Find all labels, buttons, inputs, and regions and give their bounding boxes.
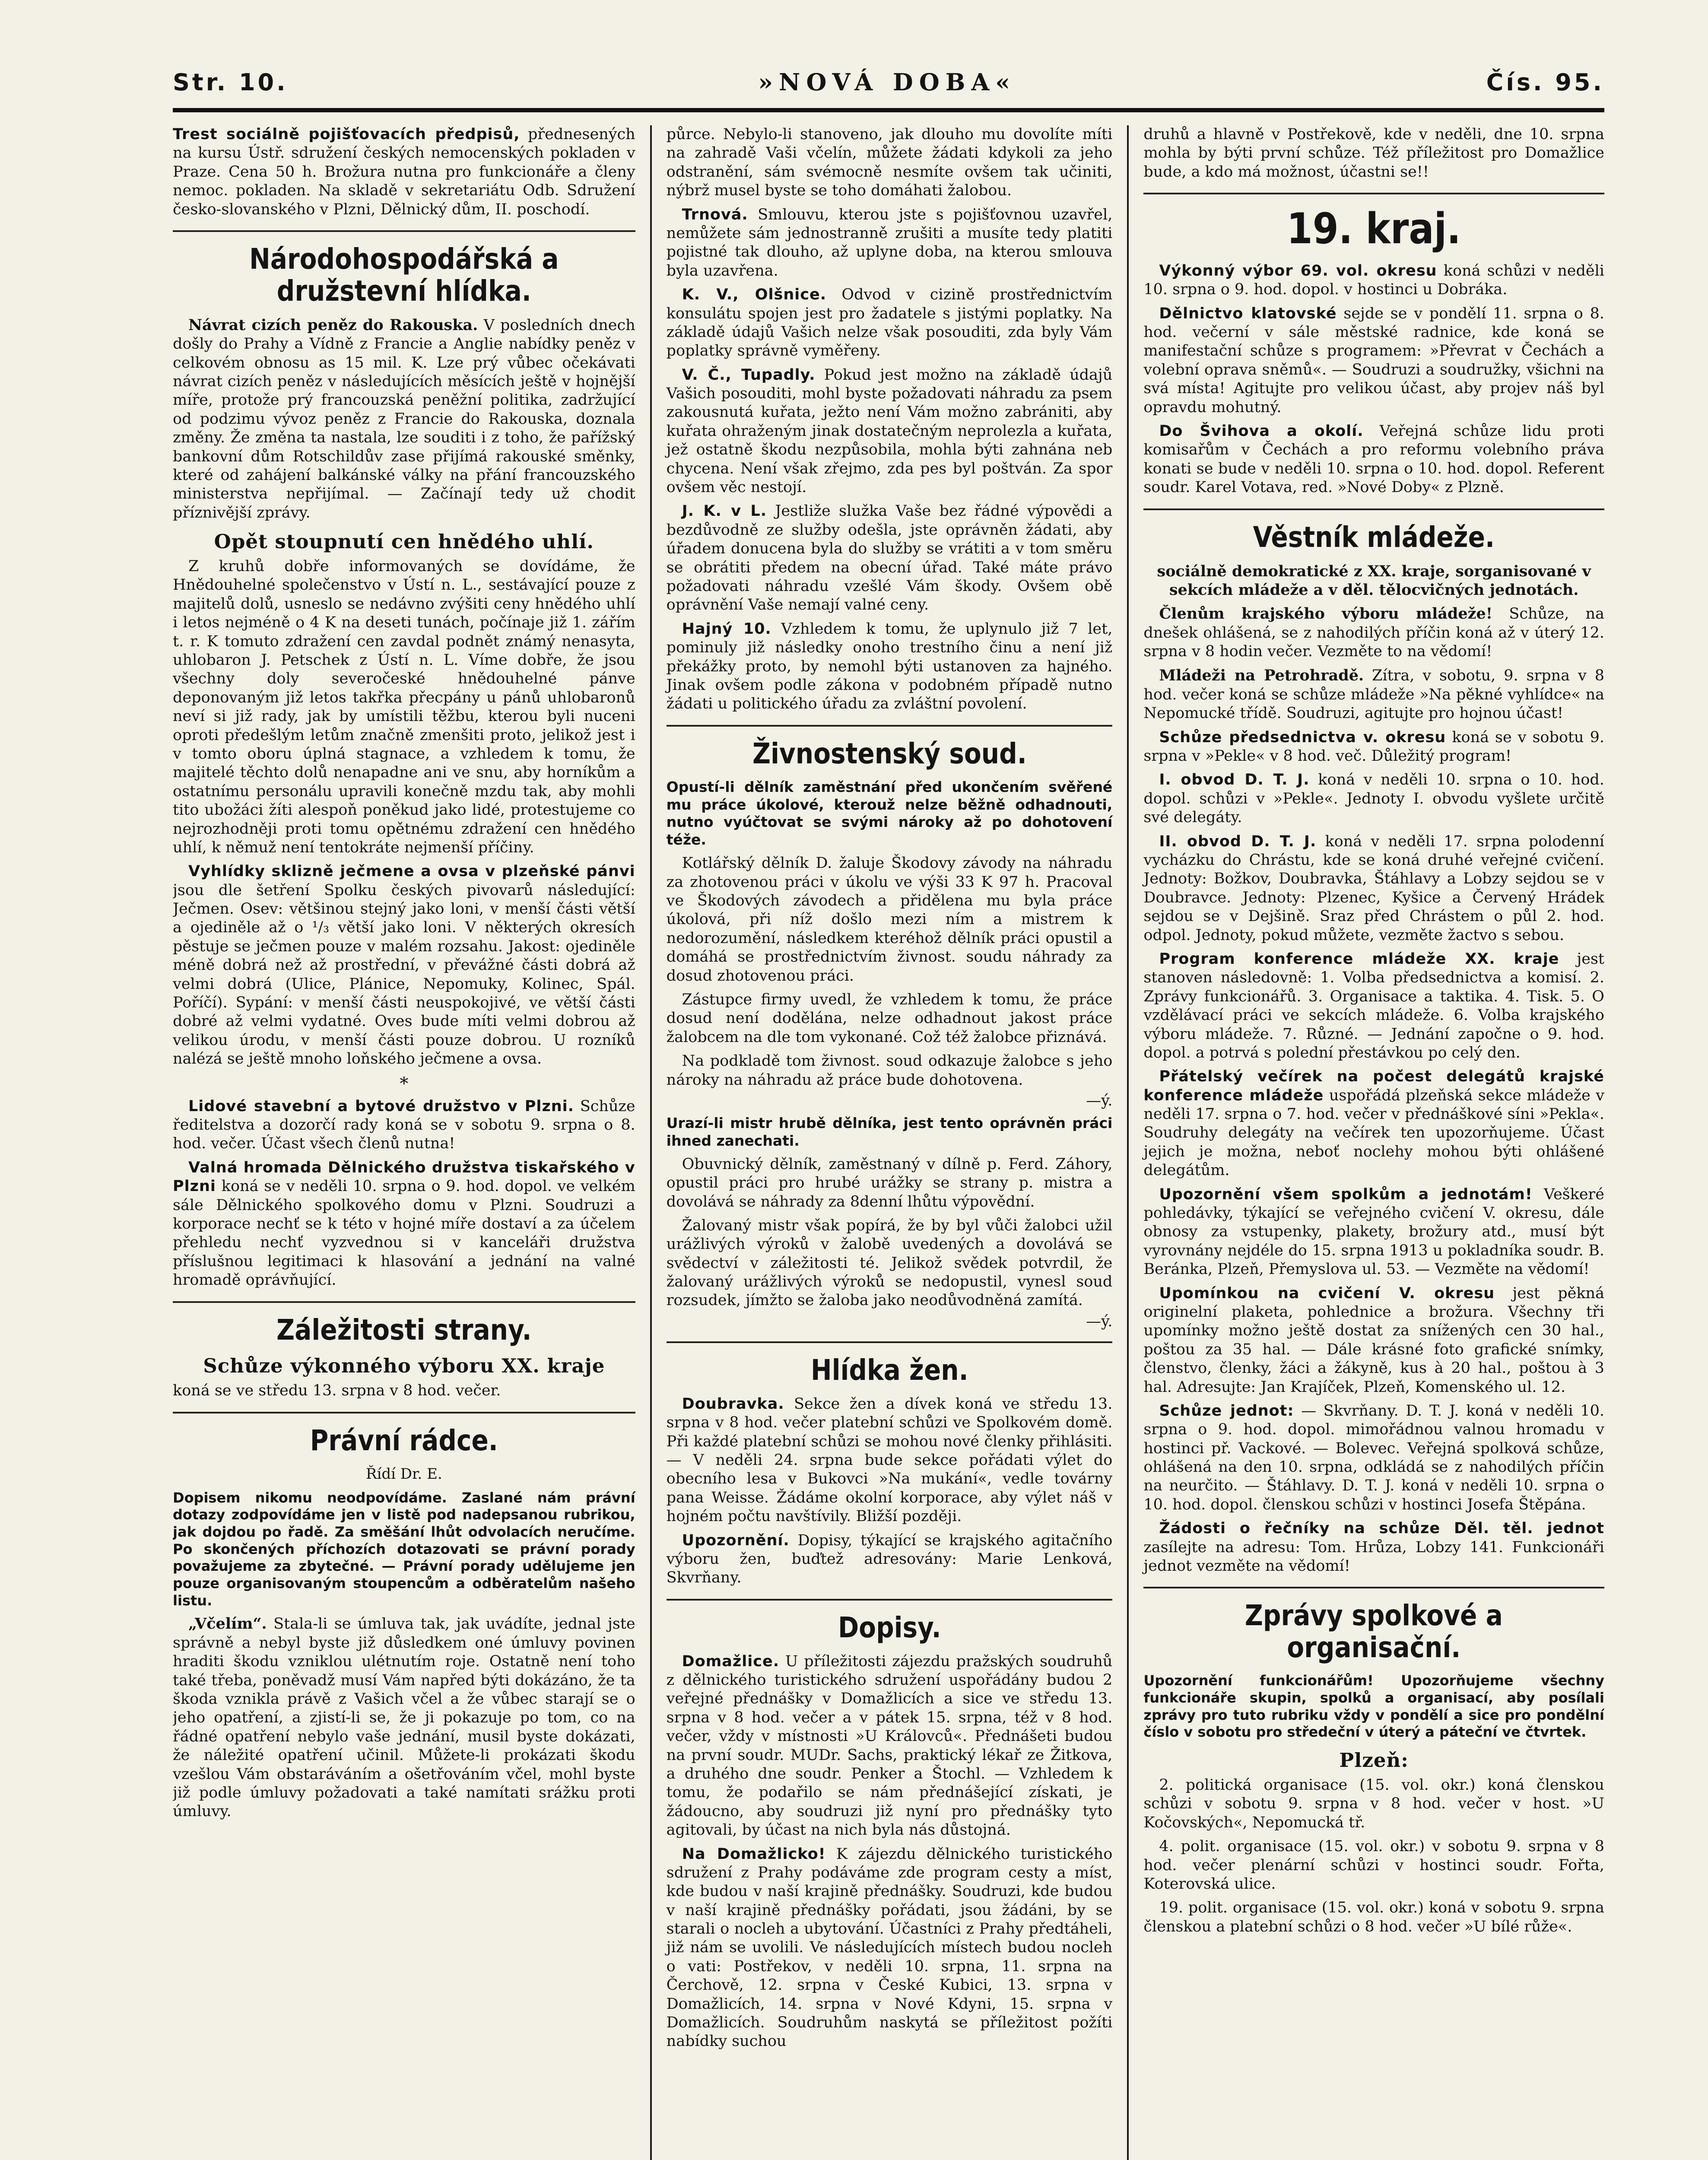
schuze-text: koná se ve středu 13. srpna v 8 hod. večer. <box>173 1382 501 1400</box>
letter-na-domazlicko-text: K zájezdu dělnického turistického sdružení z Prahy podáváme zde program cesty a míst, kde budou v naší krajině přednášky. Soudruzi, kde budou v naší krajině přednášky pořádati, jsou žádáni, by se starali o nocleh a ubytování. Účastníci z Prahy předtáheli, již nám se uvolili. Ve následujících místech budou nocleh o vati: Postřekov, v neděli 10. srpna, 11. srpna na Čerchově, 12. srpna v České Kubici, 13. srpna v Domažlicích, 14. srpna v Nové Kdyni, 15. srpna v Domažlicích. Soudruhům naskytá se příležitost požíti nabídky suchou <box>666 1845 1113 2050</box>
notice-doubravka-text: Sekce žen a dívek koná ve středu 13. srpna v 8 hod. večer platební schůzi ve Spolkovém domě. Při každé platební schůzi se mohou nové členky přihlásiti. — V neděli 24. srpna bude sekce pořádati výlet do obecního lesa v Bukovci »Na mukání«, vedle továrny pana Weisse. Žádáme okolní korporace, aby výlet náš v hojném počtu navštívily. Bližší později. <box>666 1395 1113 1525</box>
subheading-plzen: Plzeň: <box>1339 1748 1409 1772</box>
notice-obvod-2-lead: II. obvod D. T. J. <box>1159 832 1317 850</box>
notice-upominky-lead: Upomínkou na cvičení V. okresu <box>1159 1284 1495 1302</box>
section-heading-vestnik: Věstník mládeže. <box>1253 520 1495 554</box>
notice-upozorneni-lead: Upozornění. <box>682 1531 790 1549</box>
notice-petrohrad-lead: Mládeži na Petrohradě. <box>1159 667 1364 685</box>
notice-clenum <box>1143 604 1604 661</box>
notice-predsednictvo-lead: Schůze předsednictva v. okresu <box>1159 728 1446 746</box>
divider <box>1143 193 1604 194</box>
answer-trnova-text: Smlouvu, kterou jste s pojišťovnou uzavřel, nemůžete sám jednostranně zrušiti a musíte tedy platiti pojistné tak dlouho, až uplyne doba, na kterou smlouva byla uzavřena. <box>666 206 1113 280</box>
case-2-text-a: Obuvnický dělník, zaměstnaný v dílně p. Ferd. Záhory, opustil práci pro hrubé urážky se strany p. mistra a dovolává se náhrady za 8denní lhůtu výpovědní. <box>666 1155 1113 1210</box>
case-2-text-b: Žalovaný mistr však popírá, že by byl vůči žalobci užil urážlivých výroků v žalobě uvedených a dovolává se svědectví v záležitosti té. Jelikož svědek potvrdil, že žalovaný urážlivých výroků se nedopustil, vynesl soud rozsudek, jímžto se žaloba jako neodůvodněná zamítá. <box>666 1217 1113 1309</box>
answer-jk-lead: J. K. v L. <box>682 502 767 520</box>
case-1-text-c: Na podkladě tom živnost. soud odkazuje žalobce s jeho nároky na náhradu až práce bude dohotovena. <box>666 1052 1113 1089</box>
notice-klatovy-text: sejde se v pondělí 11. srpna o 8. hod. večerní v sále městské radnice, kde koná se manifestační schůze s programem: »Převrat v Čechách a volební oprava sněmů«. — Soudruzi a soudružky, všichni na svá místa! Agitujte pro velikou účast, aby projev náš byl opravdu mohutný. <box>1143 305 1604 416</box>
answer-hajny-text: Vzhledem k tomu, že uplynulo již 7 let, pominuly již následky onoho trestního činu a není již překážky proto, by nemohl býti ustanoven za hajného. Jinak ovšem podle zákona v podobném případě nutno žádati u politického úřadu za zvláštní povolení. <box>666 620 1113 713</box>
header-rule <box>173 108 1604 112</box>
columns <box>173 125 1604 2160</box>
signature: —ý. <box>1086 1312 1113 1330</box>
section-heading-zivnostensky: Živnostenský soud. <box>752 737 1027 770</box>
notice-vykonny-lead: Výkonný výbor 69. vol. okresu <box>1159 262 1437 280</box>
section-heading-dopisy: Dopisy. <box>838 1610 941 1644</box>
notice-petrohrad <box>1143 666 1604 723</box>
divider <box>173 1412 635 1414</box>
notice-petrohrad-text: Zítra, v sobotu, 9. srpna v 8 hod. večer koná se schůze mládeže »Na pěkné vyhlídce« na Nepomucké třídě. Soudruzi, agitujte pro hojnou účast! <box>1143 667 1604 722</box>
letter-domazlice-text: U příležitosti zájezdu pražských soudruhů z dělnického turistického sdružení uspořádány budou 2 veřejné přednášky v Domažlicích a sice ve středu 13. srpna v 8 hod. večer a v pátek 15. srpna, též v 8 hod. večer, vždy v místnosti »U Královců«. Přednášeti budou na první soudr. MUDr. Sachs, praktický lékař ze Žitkova, a druhého dne soudr. Penker a Štochl. — Vzhledem k tomu, že podařilo se nám přednášející získati, je žádoucno, aby soudruzi již nyní pro přednášky tyto agitovali, by účast na nich byla nás důstojná. <box>666 1652 1113 1839</box>
notice-klatovy-lead: Dělnictvo klatovské <box>1159 305 1337 322</box>
divider <box>173 1301 635 1303</box>
answer-jk <box>667 502 1113 614</box>
answer-vcelim-text: Stala-li se úmluva tak, jak uvádíte, jednal jste správně a nebyl byste již důsledkem oné úmluvy povinen hraditi škodu vzniklou ulétnutím roje. Ostatně není toho také třeba, poněvadž musí Vám napřed býti dokázáno, že ta škoda vznikla právě z Vašich včel a že vůbec starají se o jeho opatření, a zjistí-li se, že ji pokazuje po tom, co na řádné opatření nebylo vaše jednání, musil byste dokázati, že náležité opatření učinil. Můžete-li prokázati škodu vzešlou Vám obstaráváním a ošetřováním včel, mohl byste již podle úmluvy požadovati a také namítati srážku proti úmluvy. <box>173 1615 635 1820</box>
notice-svihov <box>1143 422 1604 497</box>
schuze-heading: Schůze výkonného výboru XX. kraje <box>203 1354 605 1378</box>
answer-kv-text: Odvod v cizině prostřednictvím konsulátu spojen jest pro žadatele s jistými poplatky. Na základě údajů Vašich nelze však posouditi, zda byly Vám poplatky správně vyměřeny. <box>666 286 1113 360</box>
answer-hajny-lead: Hajný 10. <box>682 620 771 638</box>
notice-vykonny <box>1143 262 1604 299</box>
divider <box>667 1341 1113 1343</box>
notice-lidove-text: Schůze ředitelstva a dozorčí rady koná se v sobotu 9. srpna o 8. hod. večer. Účast všech členů nutna! <box>173 1097 635 1153</box>
answer-vc-text: Pokud jest možno na základě údajů Vašich posouditi, mohl byste požadovati náhradu za psem zakousnutá kuřata, ježto není Vám možno zabrániti, aby kuřata ohraženým jinak dostatečným neprolezla a kuřata, jež ostatně škodu nezpůsobila, mohla býti zahnána neb chycena. Není však zřejmo, zda pes byl poštván. Za spor ovšem věc nestojí. <box>666 366 1113 496</box>
notice-trest-lead: Trest sociálně pojišťovacích předpisů, <box>173 126 520 143</box>
notice-obvod-1-lead: I. obvod D. T. J. <box>1159 771 1310 789</box>
notice-vecirek-lead: Přátelský večírek na počest delegátů krajské konference mládeže <box>1143 1068 1604 1104</box>
notice-org-2: 2. politická organisace (15. vol. okr.) koná členskou schůzi v sobotu 9. srpna v 8 hod. večer v host. »U Kočovských«, Nepomucká tř. <box>1143 1776 1604 1831</box>
answer-hajny <box>667 620 1113 714</box>
answer-continued: půrce. Nebylo-li stanoveno, jak dlouho mu dovolíte míti na zahradě Vaši včelín, můžete žádati kdykoli za jeho odstranění, sám svémocně nesmíte ovšem tak učiniti, nýbrž musel byste se toho domáhati žalobou. <box>666 126 1113 200</box>
divider <box>667 725 1113 727</box>
letter-domazlice-lead: Domažlice. <box>682 1652 779 1670</box>
notice-org-19: 19. polit. organisace (15. vol. okr.) koná v sobotu 9. srpna členskou a platební schůzi o 8 hod. večer »U bílé růže«. <box>1143 1899 1604 1935</box>
answer-vcelim <box>173 1614 635 1821</box>
zpravy-intro: Upozornění funkcionářům! Upozorňujeme všechny funkcionáře skupin, spolků a organisací, aby posílali zprávy pro tuto rubriku vždy v pondělí a sice pro pondělní číslo v sobotu pro středeční v úterý a páteční ve čtvrtek. <box>1143 1672 1604 1741</box>
article-uhli-text: Z kruhů dobře informovaných se dovídáme, že Hnědouhelné společenstvo v Ústí n. L., sestávající pouze z majitelů dolů, usneslo se nedávno zvýšiti ceny hnědého uhlí i letos nejméně o 4 K na deseti tunách, počínaje již 1. zářím t. r. K tomuto zdražení cen zavdal podnět známý nenasyta, uhlobaron J. Petschek z Ústí n. L. Víme dobře, že jsou všechny doly severočeské hnědouhelné pánve deponovaným již letos takřka přecpány u pánů uhlobaronů neví si již rady, jak by umístili těžbu, kterou byli nuceni oproti předešlým letům značně zmenšiti proto, jelikož jest i v tomto oboru úplná stagnace, a vzhledem k tomu, že majitelé těchto dolů nenapadne ani ve snu, aby horníkům a ostatnímu personálu upravili konečně mzdu tak, aby mohli tito ubožáci žíti alespoň poněkud jako lidé, protestujeme co nejrozhodněji proti tomu opětnému zdražení cen hnědého uhlí, k němuž není tentokráte nejmenší příčiny. <box>173 558 635 856</box>
answer-trnova <box>667 206 1113 281</box>
article-jecmen <box>173 862 635 1068</box>
notice-trest <box>173 125 635 219</box>
notice-valna-lead: Valná hromada Dělnického družstva tiskařského v Plzni <box>173 1159 635 1195</box>
notice-upozorneni-spolkum-text: Veškeré pohledávky, týkající se veřejného cvičení V. okresu, dále obnosy za vstupenky, plakety, brožury atd., musí být vyrovnány nejdéle do 15. srpna 1913 u pokladníka soudr. B. Beránka, Plzeň, Přemyslova ul. 53. — Vezměte na vědomí! <box>1143 1185 1604 1278</box>
notice-doubravka-lead: Doubravka. <box>682 1395 784 1413</box>
notice-predsednictvo <box>1143 728 1604 766</box>
notice-valna-text: koná se v neděli 10. srpna o 9. hod. dopol. ve velkém sále Dělnického spolkového domu v Plzni. Soudruzi a korporace nechť se k této v hojné míře dostaví a za účelem přehledu nechť vyzvednou si v kanceláři družstva příslušnou legitimaci k hlasování a jednání na valné hromadě oprávňující. <box>173 1178 635 1289</box>
section-heading-zen: Hlídka žen. <box>810 1353 968 1387</box>
notice-klatovy <box>1143 305 1604 417</box>
newspaper-title: »NOVÁ DOBA« <box>758 68 1016 96</box>
notice-obvod-2-text: koná v neděli 17. srpna polodenní vycházku do Chrástu, kde se koná druhé veřejné cvičení. Jednoty: Božkov, Doubravka, Štáhlavy a Lobzy sejdou se v Doubravce. Jednoty: Plzenec, Kyšice a Červený Hrádek sejdou se v Dejšině. Sraz před Chrástem o půl 2. hod. odpol. Jednoty, pokud můžete, vezměte žactvo s sebou. <box>1143 832 1604 944</box>
section-heading-19-kraj: 19. kraj. <box>1287 204 1461 254</box>
notice-obvod-1-text: koná v neděli 10. srpna o 10. hod. dopol. schůzi v »Pekle«. Jednoty I. obvodu vyšlete určitě své delegáty. <box>1143 771 1604 826</box>
section-heading-zalezitosti: Záležitosti strany. <box>276 1313 532 1347</box>
notice-lidove <box>173 1097 635 1153</box>
notice-program-lead: Program konference mládeže XX. kraje <box>1159 950 1559 968</box>
column-1 <box>173 125 650 2160</box>
divider <box>1143 1587 1604 1588</box>
notice-upozorneni-spolkum-lead: Upozornění všem spolkům a jednotám! <box>1159 1185 1533 1203</box>
notice-upozorneni <box>667 1531 1113 1588</box>
letter-na-domazlicko-lead: Na Domažlicko! <box>682 1845 826 1863</box>
column-3 <box>1127 125 1604 2160</box>
notice-obvod-2 <box>1143 832 1604 945</box>
notice-recnici-lead: Žádosti o řečníky na schůze Děl. těl. jednot <box>1159 1520 1604 1537</box>
notice-upozorneni-text: Dopisy, týkající se krajského agitačního výboru žen, buďtež adresovány: Marie Lenková, Skvrňany. <box>666 1531 1113 1587</box>
notice-predsednictvo-text: koná se v sobotu 9. srpna v »Pekle« v 8 hod. več. Důležitý program! <box>1143 728 1604 765</box>
notice-trest-text: přednesených na kursu Ústř. sdružení českých nemocenských pokladen v Praze. Cena 50 h. Brožura nutna pro funkcionáře a členy nemoc. pokladen. Na skladě v sekretariátu Odb. Sdružení česko-slovanského v Plzni, Dělnický dům, II. poschodí. <box>173 126 635 218</box>
notice-program-text: jest stanoven následovně: 1. Volba předsednictva a komisí. 2. Zprávy funkcionářů. 3. Organisace a taktika. 4. Tisk. 5. O vzdělávací práci ve sekcích mládeže. 6. Volba krajského výboru mládeže. 7. Různé. — Jednání započne o 9. hod. dopol. a potrvá s polední přestávkou po celý den. <box>1143 950 1604 1061</box>
notice-vecirek <box>1143 1067 1604 1180</box>
notice-schuze-jednot-lead: Schůze jednot: <box>1159 1402 1294 1420</box>
notice-vecirek-text: uspořádá plzeňská sekce mládeže v neděli 17. srpna o 7. hod. večer v přednáškové síni »Pekla«. Soudruhy delegáty na večírek ten upozorňujeme. Účast jejich je možna, neboť noclehy mohou býti ohlášené delegátům. <box>1143 1086 1604 1179</box>
notice-lidove-lead: Lidové stavební a bytové družstvo v Plzni. <box>188 1097 574 1115</box>
issue-number: Čís. 95. <box>1486 68 1604 96</box>
article-navrat-text: V posledních dnech došly do Prahy a Vídně z Francie a Anglie nabídky peněz v celkovém obnosu as 15 mil. K. Lze prý vůbec očekávati návrat cizích peněz v následujících měsících ještě v hojnější míře, protože prý francouzská peněžní politika, zadržující od podzimu vývoz peněz z Francie do Rakouska, doznala změny. Že změna ta nastala, lze souditi i z toho, že pařížský bankovní dům Rotschildův zase přijímá rakouské směnky, které od zahájení balkánské války na přání francouzského ministerstva nepřijímal. — Začínají tedy už chodit příznivější zprávy. <box>173 316 635 521</box>
divider <box>1143 508 1604 510</box>
section-heading-narodohospodarska: Národohospodářská a družstevní hlídka. <box>249 242 559 308</box>
notice-obvod-1 <box>1143 771 1604 827</box>
notice-svihov-lead: Do Švihova a okolí. <box>1159 422 1364 440</box>
notice-org-4: 4. polit. organisace (15. vol. okr.) v sobotu 9. srpna v 8 hod. večer plenární schůzi v hostinci soudr. Fořta, Koterovská ulice. <box>1143 1838 1604 1893</box>
notice-upozorneni-spolkum <box>1143 1185 1604 1279</box>
case-1-summary: Opustí-li dělník zaměstnání před ukončením svěřené mu práce úkolové, kterouž nelze běžně odhadnouti, nutno vyúčtovat se svými nároky až po dohotovení téže. <box>666 778 1113 848</box>
vestnik-intro: sociálně demokratické z XX. kraje, sorganisované v sekcích mládeže a v děl. tělocvičných jednotách. <box>1157 562 1591 599</box>
letter-na-domazlicko <box>667 1845 1113 2051</box>
separator-star: * <box>400 1074 409 1094</box>
notice-schuze-jednot <box>1143 1402 1604 1514</box>
answer-jk-text: Jestliže služka Vaše bez řádné výpovědi a bezdůvodně ze služby odešla, jste oprávněn žádati, aby úřadem donucena byla do služby se vrátiti a v tom směru se obrátiti předem na obecní úřad. Také máte právo požadovati náhradu vzešlé Vám škody. Ovšem obě oprávnění Vaše nemají valné ceny. <box>666 502 1113 614</box>
notice-svihov-text: Veřejná schůze lidu proti komisařům v Čechách a pro reformu volebního práva konati se bude v neděli 10. srpna o 10. hod. dopol. Referent soudr. Karel Votava, red. »Nové Doby« z Plzně. <box>1143 422 1604 496</box>
notice-recnici <box>1143 1519 1604 1576</box>
case-1-text-b: Zástupce firmy uvedl, že vzhledem k tomu, že práce dosud není dodělána, nelze odhadnout jakost práce žalobcem na dle tom vykonané. Což též žalobce přiznává. <box>666 991 1113 1046</box>
answer-kv <box>667 286 1113 361</box>
case-1-text-a: Kotlářský dělník D. žaluje Škodovy závody na náhradu za zhotovenou práci v úkolu ve výši 33 K 97 h. Pracoval ve Škodových závodech a přidělena mu byla práce úkolová, při níž došlo mezi ním a mistrem k nedorozumění, následkem kteréhož dělník práci opustil a domáhá se prostřednictvím živnost. soudu náhrady za dosud zhotovenou práci. <box>666 854 1113 985</box>
notice-vykonny-text: koná schůzi v neděli 10. srpna o 9. hod. dopol. v hostinci u Dobráka. <box>1143 262 1604 299</box>
answer-vc-lead: V. Č., Tupadly. <box>682 366 816 384</box>
answer-vc <box>667 366 1113 497</box>
article-uhli-heading: Opět stoupnutí cen hnědého uhlí. <box>214 530 594 553</box>
article-navrat-lead: Návrat cizích peněz do Rakouska. <box>188 316 478 334</box>
divider <box>173 230 635 232</box>
answer-vcelim-lead: „Včelím“. <box>188 1615 267 1633</box>
answer-kv-lead: K. V., Olšnice. <box>682 286 827 304</box>
column-2 <box>650 125 1127 2160</box>
article-navrat <box>173 316 635 522</box>
divider <box>667 1599 1113 1601</box>
notice-clenum-lead: Členům krajského výboru mládeže! <box>1159 605 1493 623</box>
answer-trnova-lead: Trnová. <box>682 206 748 223</box>
page-number: Str. 10. <box>173 68 288 96</box>
masthead <box>173 65 1604 99</box>
notice-program <box>1143 950 1604 1062</box>
section-heading-pravni: Právní rádce. <box>310 1423 498 1457</box>
letter-domazlice <box>667 1652 1113 1840</box>
notice-clenum-text: Schůze, na dnešek ohlášená, se z nahodilých příčin koná až v úterý 12. srpna v 8 hodin večer. Vezměte to na vědomí! <box>1143 605 1604 661</box>
notice-recnici-text: zasílejte na adresu: Tom. Hrůza, Lobzy 141. Funkcionáři jednot vezměte na vědomí! <box>1143 1538 1604 1575</box>
article-jecmen-lead: Vyhlídky sklizně ječmene a ovsa v plzeňské pánvi <box>188 863 635 880</box>
case-2-summary: Urazí-li mistr hrubě dělníka, jest tento oprávněn práci ihned zanechati. <box>666 1114 1113 1149</box>
article-jecmen-text: jsou dle šetření Spolku českých pivovarů následující: Ječmen. Osev: většinou stejný jako loni, v menší části větší a ojediněle až o ¹/₃ větší jako loni. V některých okresích pěstuje se ječmen pouze v malém rozsahu. Jakost: ojediněle méně dobrá než až prostřední, v převážné části dobrá až velmi dobrá (Ulice, Plánice, Nepomuky, Kolinec, Spál. Poříčí). Sypání: v menší části neuspokojivé, ve větší části dobré až velmi vydatné. Oves bude míti velmi dobrou až velikou úrodu, v menší části pouze dobrou. U rozníků nalézá se ještě mnoho loňského ječmene a ovsa. <box>173 881 635 1068</box>
notice-upominky <box>1143 1284 1604 1397</box>
pravni-intro: Dopisem nikomu neodpovídáme. Zaslané nám právní dotazy zodpovídáme jen v listě pod nadepsanou rubrikou, jak dojdou po řadě. Za směšání lhůt odvolacích neručíme. Po skončených příchozích dotazovati se právní porady považujeme za zbytečné. — Právní porady udělujeme jen pouze organisovaným stoupencům a odběratelům našeho listu. <box>173 1489 635 1609</box>
notice-schuze-jednot-text: — Skvrňany. D. T. J. koná v neděli 10. srpna o 9. hod. dopol. mimořádnou valnou hromadu v hostinci př. Vackové. — Bolevec. Veřejná spolková schůze, ohlášená na den 10. srpna, odkládá se z nahodilých příčin na neurčito. — Štáhlavy. D. T. J. koná v neděli 10. srpna o 10. hod. dopol. členskou schůzi v hostinci Josefa Štěpána. <box>1143 1402 1604 1513</box>
notice-upominky-text: jest pěkná originelní plaketa, pohlednice a brožura. Všechny tři upomínky možno ještě dostat za snížených cen 30 hal., poštou za 35 hal. — Dále krásné foto grafické snímky, členstvo, členky, žáci a žákyně, kus à 20 hal., poštou à 3 hal. Adresujte: Jan Krajíček, Plzeň, Komenského ul. 12. <box>1143 1284 1604 1396</box>
section-editor: Řídí Dr. E. <box>365 1465 442 1483</box>
signature: —ý. <box>1086 1092 1113 1109</box>
notice-doubravka <box>667 1395 1113 1526</box>
letter-continued: druhů a hlavně v Postřekově, kde v neděli, dne 10. srpna mohla by býti první schůze. Též příležitost pro Domažlice bude, a kdo má možnost, účastni se!! <box>1143 126 1604 181</box>
section-heading-zpravy-spolkove: Zprávy spolkové a organisační. <box>1245 1599 1503 1664</box>
notice-valna <box>173 1159 635 1290</box>
